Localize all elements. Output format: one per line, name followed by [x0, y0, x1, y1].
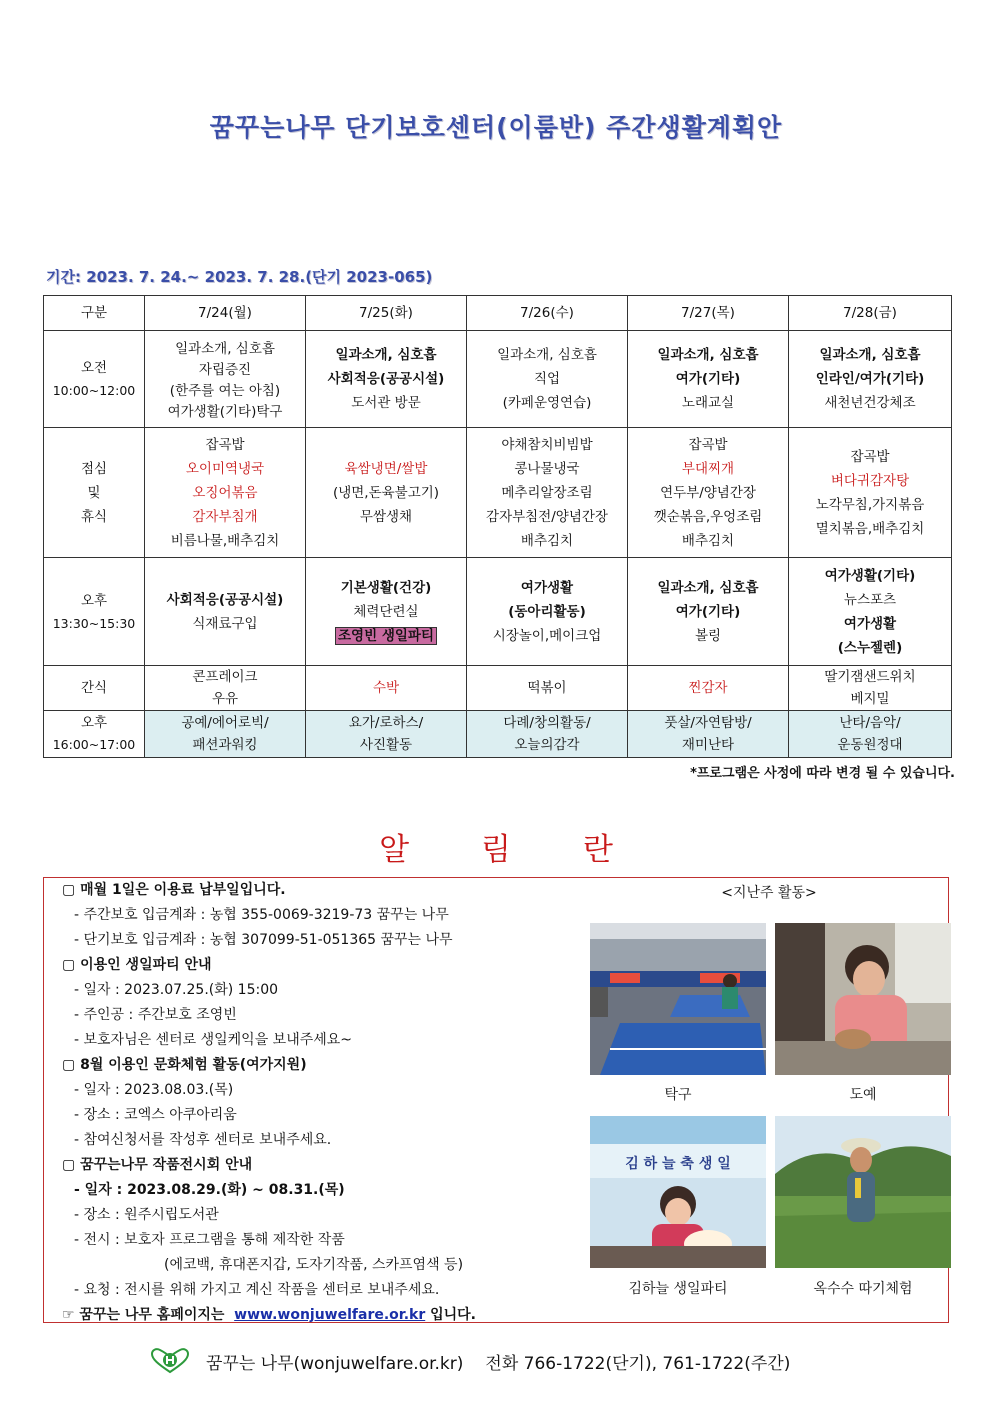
notice-item: - 보호자님은 센터로 생일케익을 보내주세요~ [74, 1032, 353, 1048]
header-day-wed: 7/26(수) [467, 296, 628, 331]
photo-birthday-party [590, 1116, 766, 1268]
notice-item: - 전시 : 보호자 프로그램을 통해 제작한 작품 [74, 1232, 345, 1248]
notice-item: - 주간보호 입금계좌 : 농협 355-0069-3219-73 꿈꾸는 나무 [74, 907, 449, 923]
late-afternoon-label: 오후 16:00~17:00 [44, 711, 145, 758]
lunch-tue: 육쌈냉면/쌀밥 (냉면,돈육불고기) 무쌈생채 [306, 428, 467, 558]
header-day-thu: 7/27(목) [628, 296, 789, 331]
notice-box [43, 877, 949, 1323]
morning-mon: 일과소개, 심호흡 자립증진 (한주를 여는 아침) 여가생활(기타)탁구 [145, 331, 306, 428]
gallery-title: <지난주 활동> [721, 885, 817, 901]
notice-heading: ▢ 매월 1일은 이용료 납부일입니다. [62, 882, 286, 898]
notice-item: - 일자 : 2023.08.03.(목) [74, 1082, 234, 1098]
caption-corn-picking: 옥수수 따기체험 [813, 1281, 913, 1297]
afternoon-fri: 여가생활(기타) 뉴스포츠 여가생활 (스누젤렌) [789, 558, 952, 666]
caption-birthday-party: 김하늘 생일파티 [628, 1281, 728, 1297]
notice-item: (에코백, 휴대폰지갑, 도자기작품, 스카프염색 등) [164, 1257, 464, 1273]
notice-item: - 장소 : 코엑스 아쿠아리움 [74, 1107, 237, 1123]
notice-item: - 요청 : 전시를 위해 가지고 계신 작품을 센터로 보내주세요. [74, 1282, 440, 1298]
notice-item: - 단기보호 입금계좌 : 농협 307099-51-051365 꿈꾸는 나무 [74, 932, 453, 948]
afternoon-tue: 기본생활(건강) 체력단련실 조영빈 생일파티 [306, 558, 467, 666]
header-day-mon: 7/24(월) [145, 296, 306, 331]
snack-fri: 딸기잼샌드위치 베지밀 [789, 666, 952, 711]
footer-organization: 꿈꾸는 나무(wonjuwelfare.or.kr) [206, 1353, 464, 1374]
afternoon-row [44, 558, 952, 666]
notice-item: - 장소 : 원주시립도서관 [74, 1207, 219, 1223]
weekly-schedule-table [43, 295, 952, 758]
lunch-row [44, 428, 952, 558]
snack-tue: 수박 [306, 666, 467, 711]
morning-tue: 일과소개, 심호흡 사회적응(공공시설) 도서관 방문 [306, 331, 467, 428]
header-day-fri: 7/28(금) [789, 296, 952, 331]
snack-mon: 콘프레이크 우유 [145, 666, 306, 711]
afternoon-label: 오후 13:30~15:30 [44, 558, 145, 666]
birthday-banner-text: 김 하 늘 축 생 일 [625, 1156, 731, 1172]
notice-item: - 일자 : 2023.08.29.(화) ~ 08.31.(목) [74, 1182, 345, 1198]
lunch-label: 점심 및 휴식 [44, 428, 145, 558]
lunch-mon: 잡곡밥 오이미역냉국 오징어볶음 감자부침개 비름나물,배추김치 [145, 428, 306, 558]
morning-wed: 일과소개, 심호흡 직업 (카페운영연습) [467, 331, 628, 428]
notice-item: - 참여신청서를 작성후 센터로 보내주세요. [74, 1132, 332, 1148]
afternoon-thu: 일과소개, 심호흡 여가(기타) 볼링 [628, 558, 789, 666]
lunch-fri: 잡곡밥 벼다귀감자탕 노각무침,가지볶음 멸치볶음,배추김치 [789, 428, 952, 558]
notice-heading: ▢ 꿈꾸는나무 작품전시회 안내 [62, 1157, 253, 1173]
notice-item: - 주인공 : 주간보호 조영빈 [74, 1007, 237, 1023]
late-wed: 다례/창의활동/ 오늘의감각 [467, 711, 628, 758]
snack-wed: 떡볶이 [467, 666, 628, 711]
morning-fri: 일과소개, 심호흡 인라인/여가(기타) 새천년건강체조 [789, 331, 952, 428]
notice-board-title: 알림란 [379, 832, 685, 868]
header-category: 구분 [44, 296, 145, 331]
photo-table-tennis [590, 923, 766, 1075]
homepage-line: ☞ 꿈꾸는 나무 홈페이지는 www.wonjuwelfare.or.kr 입니다. [62, 1307, 476, 1323]
table-header-row [44, 296, 952, 331]
header-day-tue: 7/25(화) [306, 296, 467, 331]
notice-heading: ▢ 8월 이용인 문화체험 활동(여가지원) [62, 1057, 307, 1073]
afternoon-mon: 사회적응(공공시설) 식재료구입 [145, 558, 306, 666]
notice-list [62, 878, 602, 1328]
footer-phone: 전화 766-1722(단기), 761-1722(주간) [485, 1353, 791, 1374]
caption-table-tennis: 탁구 [664, 1087, 692, 1103]
photo-pottery [775, 923, 951, 1075]
morning-label: 오전 10:00~12:00 [44, 331, 145, 428]
homepage-link[interactable]: www.wonjuwelfare.or.kr [234, 1307, 426, 1323]
period-label: 기간: 2023. 7. 24.~ 2023. 7. 28.(단기 2023-065) [46, 268, 433, 286]
snack-thu: 찐감자 [628, 666, 789, 711]
photo-corn-picking [775, 1116, 951, 1268]
late-thu: 풋살/자연탐방/ 재미난타 [628, 711, 789, 758]
late-mon: 공예/에어로빅/ 패션과워킹 [145, 711, 306, 758]
notice-item: - 일자 : 2023.07.25.(화) 15:00 [74, 982, 279, 998]
late-tue: 요가/로하스/ 사진활동 [306, 711, 467, 758]
page-title: 꿈꾸는나무 단기보호센터(이룸반) 주간생활계획안 [209, 113, 783, 142]
notice-heading: ▢ 이용인 생일파티 안내 [62, 957, 212, 973]
afternoon-wed: 여가생활 (동아리활동) 시장놀이,메이크업 [467, 558, 628, 666]
birthday-party-highlight: 조영빈 생일파티 [335, 627, 437, 645]
snack-label: 간식 [44, 666, 145, 711]
morning-thu: 일과소개, 심호흡 여가(기타) 노래교실 [628, 331, 789, 428]
lunch-thu: 잡곡밥 부대찌개 연두부/양념간장 깻순볶음,우엉조림 배추김치 [628, 428, 789, 558]
organization-logo-icon [150, 1348, 190, 1374]
snack-row [44, 666, 952, 711]
late-fri: 난타/음악/ 운동원정대 [789, 711, 952, 758]
schedule-change-note: *프로그램은 사정에 따라 변경 될 수 있습니다. [690, 766, 955, 781]
late-afternoon-row [44, 711, 952, 758]
lunch-wed: 야채참치비빔밥 콩나물냉국 메추리알장조림 감자부침전/양념간장 배추김치 [467, 428, 628, 558]
footer [150, 1348, 790, 1374]
caption-pottery: 도예 [849, 1087, 877, 1103]
morning-row [44, 331, 952, 428]
